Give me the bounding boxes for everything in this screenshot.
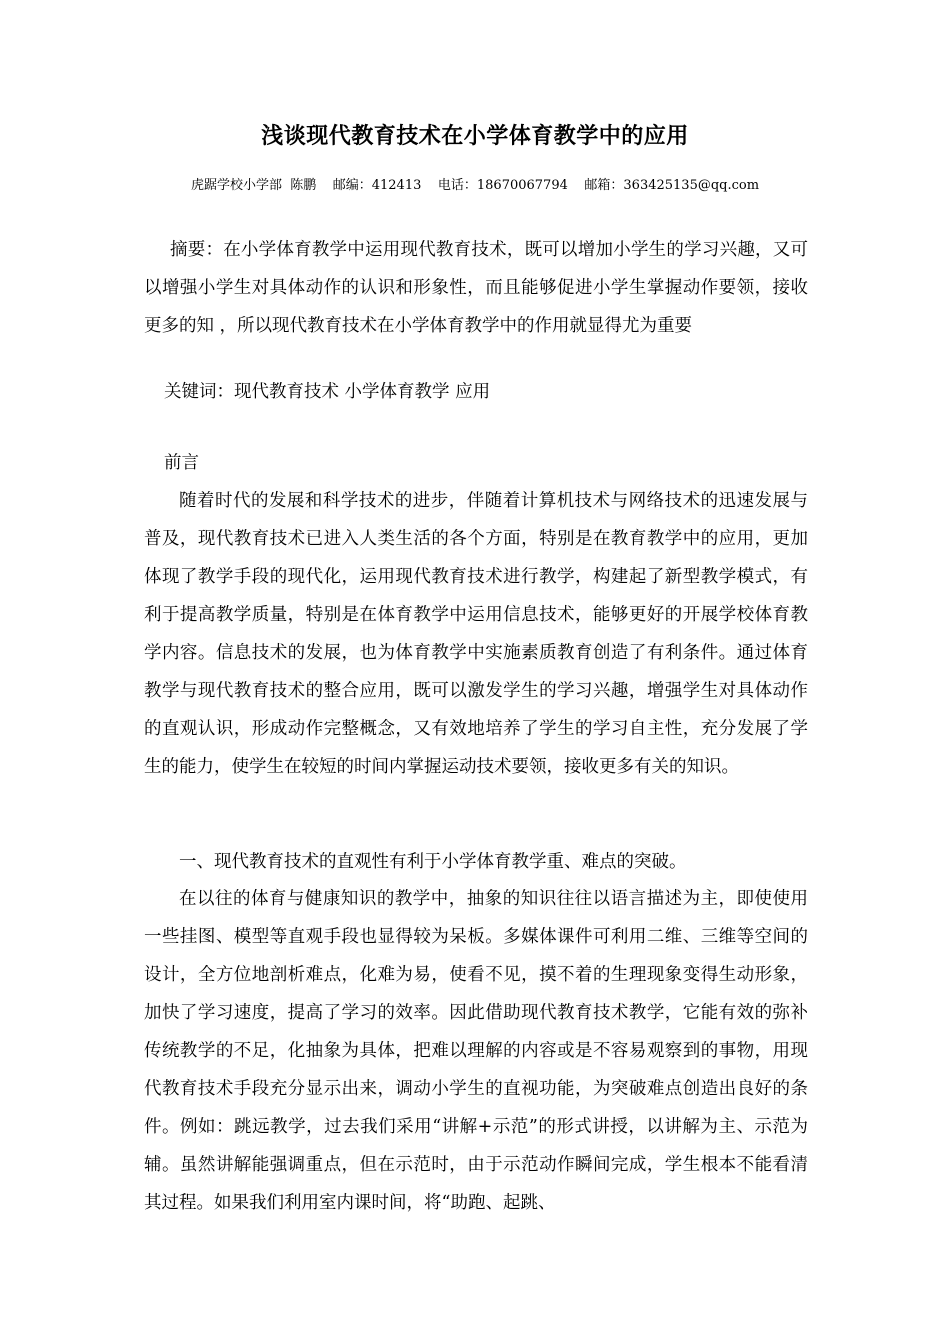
foreword-paragraph: 随着时代的发展和科学技术的进步，伴随着计算机技术与网络技术的迅速发展与普及，现代教育技术已进入人类生活的各个方面，特别是在教育教学中的应用，更加体现了教学手段的现代化，运用现代教育技术进行教学，构建起了新型教学模式，有利于提高教学质量，特别是在体育教学中运用信息技术，能够更好的开展学校体育教学内容。信息技术的发展，也为体育教学中实施素质教育创造了有利条件。通过体育教学与现代教育技术的整合应用，既可以激发学生的学习兴趣，增强学生对具体动作的直观认识，形成动作完整概念，又有效地培养了学生的学习自主性，充分发展了学生的能力，使学生在较短的时间内掌握运动技术要领，接收更多有关的知识。 xyxy=(144,491,808,777)
keywords-label: 关键词： xyxy=(164,382,234,402)
document-title: 浅谈现代教育技术在小学体育教学中的应用 xyxy=(261,124,689,149)
foreword-heading: 前言 xyxy=(164,453,199,473)
abstract-text: 在小学体育教学中运用现代教育技术，既可以增加小学生的学习兴趣，又可以增强小学生对具体动作的认识和形象性，而且能够促进小学生掌握动作要领，接收更多的知 ，所以现代教育技术在小学体育教学中的作用就显得尤为重要 xyxy=(144,240,808,336)
author-info: 虎踞学校小学部 陈鹏 邮编：412413 电话：18670067794 邮箱：363425135@qq.com xyxy=(190,178,760,193)
keywords-text: 现代教育技术 小学体育教学 应用 xyxy=(234,382,491,402)
keywords-line xyxy=(144,373,808,411)
section-1-heading: 一、现代教育技术的直观性有利于小学体育教学重、难点的突破。 xyxy=(179,852,687,872)
abstract-label: 摘要： xyxy=(170,240,224,260)
section-1-paragraph: 在以往的体育与健康知识的教学中，抽象的知识往往以语言描述为主，即使使用一些挂图、模型等直观手段也显得较为呆板。多媒体课件可利用二维、三维等空间的设计，全方位地剖析难点，化难为易，使看不见，摸不着的生理现象变得生动形象，加快了学习速度，提高了学习的效率。因此借助现代教育技术教学，它能有效的弥补传统教学的不足，化抽象为具体，把难以理解的内容或是不容易观察到的事物，用现代教育技术手段充分显示出来，调动小学生的直视功能，为突破难点创造出良好的条件。例如：跳远教学，过去我们采用“讲解+示范”的形式讲授，以讲解为主、示范为辅。虽然讲解能强调重点，但在示范时，由于示范动作瞬间完成，学生根本不能看清其过程。如果我们利用室内课时间，将“助跑、起跳、 xyxy=(144,889,808,1213)
abstract-paragraph xyxy=(144,231,808,345)
